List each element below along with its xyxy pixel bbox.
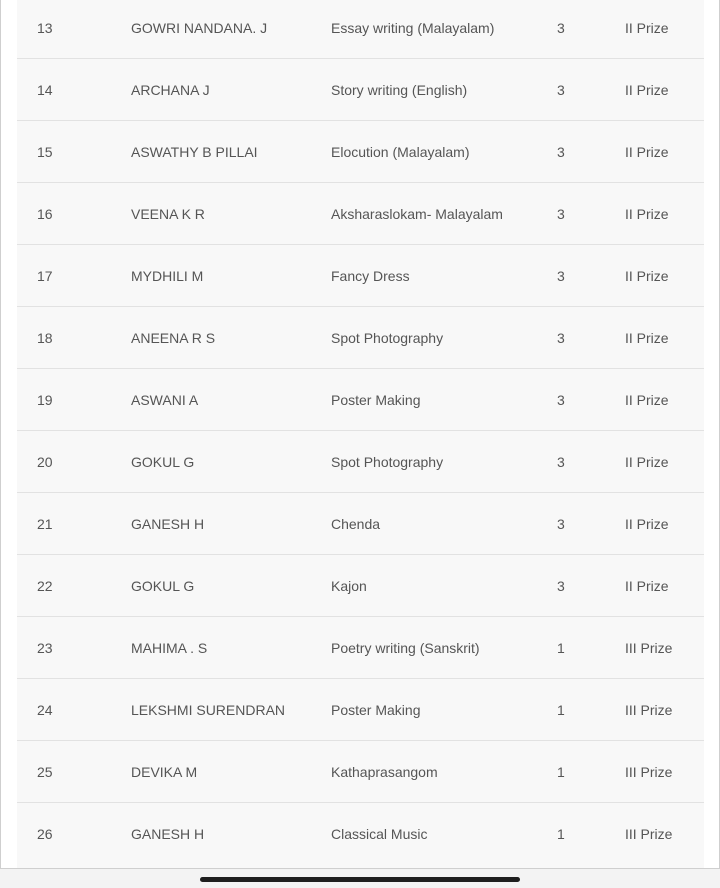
event-name-cell: Chenda bbox=[331, 493, 557, 555]
student-name-cell: GOKUL G bbox=[131, 431, 331, 493]
partial-table-row bbox=[17, 861, 704, 869]
grade-cell: 3 bbox=[557, 59, 625, 121]
prize-cell: II Prize bbox=[625, 121, 704, 183]
table-row bbox=[17, 245, 704, 307]
table-row bbox=[17, 431, 704, 493]
student-name-cell: MAHIMA . S bbox=[131, 617, 331, 679]
grade-cell: 1 bbox=[557, 679, 625, 741]
serial-number-cell: 22 bbox=[17, 555, 131, 617]
prize-cell: II Prize bbox=[625, 183, 704, 245]
grade-cell: 3 bbox=[557, 183, 625, 245]
table-row bbox=[17, 121, 704, 183]
table-row bbox=[17, 803, 704, 865]
table-row bbox=[17, 183, 704, 245]
table-row bbox=[17, 679, 704, 741]
serial-number-cell: 16 bbox=[17, 183, 131, 245]
serial-number-cell: 25 bbox=[17, 741, 131, 803]
prize-cell: III Prize bbox=[625, 679, 704, 741]
prize-cell: II Prize bbox=[625, 307, 704, 369]
student-name-cell: ASWANI A bbox=[131, 369, 331, 431]
prize-cell: III Prize bbox=[625, 617, 704, 679]
event-name-cell: Poster Making bbox=[331, 369, 557, 431]
serial-number-cell: 15 bbox=[17, 121, 131, 183]
student-name-cell: ANEENA R S bbox=[131, 307, 331, 369]
event-name-cell: Classical Music bbox=[331, 803, 557, 865]
prize-cell: II Prize bbox=[625, 555, 704, 617]
table-row bbox=[17, 741, 704, 803]
serial-number-cell: 13 bbox=[17, 0, 131, 59]
student-name-cell: GANESH H bbox=[131, 493, 331, 555]
event-name-cell: Story writing (English) bbox=[331, 59, 557, 121]
serial-number-cell: 24 bbox=[17, 679, 131, 741]
event-name-cell: Elocution (Malayalam) bbox=[331, 121, 557, 183]
serial-number-cell: 26 bbox=[17, 803, 131, 865]
grade-cell: 3 bbox=[557, 431, 625, 493]
student-name-cell: LEKSHMI SURENDRAN bbox=[131, 679, 331, 741]
grade-cell: 1 bbox=[557, 741, 625, 803]
serial-number-cell: 23 bbox=[17, 617, 131, 679]
table-row bbox=[17, 369, 704, 431]
event-name-cell: Aksharaslokam- Malayalam bbox=[331, 183, 557, 245]
serial-number-cell: 19 bbox=[17, 369, 131, 431]
event-name-cell: Spot Photography bbox=[331, 307, 557, 369]
grade-cell: 3 bbox=[557, 493, 625, 555]
serial-number-cell: 14 bbox=[17, 59, 131, 121]
grade-cell: 3 bbox=[557, 555, 625, 617]
prize-cell: III Prize bbox=[625, 803, 704, 865]
student-name-cell: GANESH H bbox=[131, 803, 331, 865]
prize-cell: II Prize bbox=[625, 0, 704, 59]
home-indicator[interactable] bbox=[200, 877, 520, 882]
results-table bbox=[17, 0, 704, 865]
table-row bbox=[17, 0, 704, 59]
grade-cell: 3 bbox=[557, 0, 625, 59]
student-name-cell: DEVIKA M bbox=[131, 741, 331, 803]
table-row bbox=[17, 493, 704, 555]
event-name-cell: Essay writing (Malayalam) bbox=[331, 0, 557, 59]
student-name-cell: MYDHILI M bbox=[131, 245, 331, 307]
serial-number-cell: 20 bbox=[17, 431, 131, 493]
grade-cell: 3 bbox=[557, 369, 625, 431]
prize-cell: II Prize bbox=[625, 431, 704, 493]
prize-cell: II Prize bbox=[625, 369, 704, 431]
event-name-cell: Poster Making bbox=[331, 679, 557, 741]
table-row bbox=[17, 307, 704, 369]
table-row bbox=[17, 617, 704, 679]
prize-cell: II Prize bbox=[625, 493, 704, 555]
table-row bbox=[17, 59, 704, 121]
event-name-cell: Spot Photography bbox=[331, 431, 557, 493]
serial-number-cell: 17 bbox=[17, 245, 131, 307]
table-row bbox=[17, 555, 704, 617]
event-name-cell: Poetry writing (Sanskrit) bbox=[331, 617, 557, 679]
student-name-cell: ASWATHY B PILLAI bbox=[131, 121, 331, 183]
grade-cell: 3 bbox=[557, 307, 625, 369]
event-name-cell: Kathaprasangom bbox=[331, 741, 557, 803]
grade-cell: 3 bbox=[557, 245, 625, 307]
prize-cell: III Prize bbox=[625, 741, 704, 803]
serial-number-cell: 21 bbox=[17, 493, 131, 555]
student-name-cell: ARCHANA J bbox=[131, 59, 331, 121]
prize-cell: II Prize bbox=[625, 245, 704, 307]
event-name-cell: Kajon bbox=[331, 555, 557, 617]
student-name-cell: VEENA K R bbox=[131, 183, 331, 245]
grade-cell: 1 bbox=[557, 617, 625, 679]
event-name-cell: Fancy Dress bbox=[331, 245, 557, 307]
grade-cell: 1 bbox=[557, 803, 625, 865]
prize-cell: II Prize bbox=[625, 59, 704, 121]
student-name-cell: GOWRI NANDANA. J bbox=[131, 0, 331, 59]
grade-cell: 3 bbox=[557, 121, 625, 183]
student-name-cell: GOKUL G bbox=[131, 555, 331, 617]
serial-number-cell: 18 bbox=[17, 307, 131, 369]
